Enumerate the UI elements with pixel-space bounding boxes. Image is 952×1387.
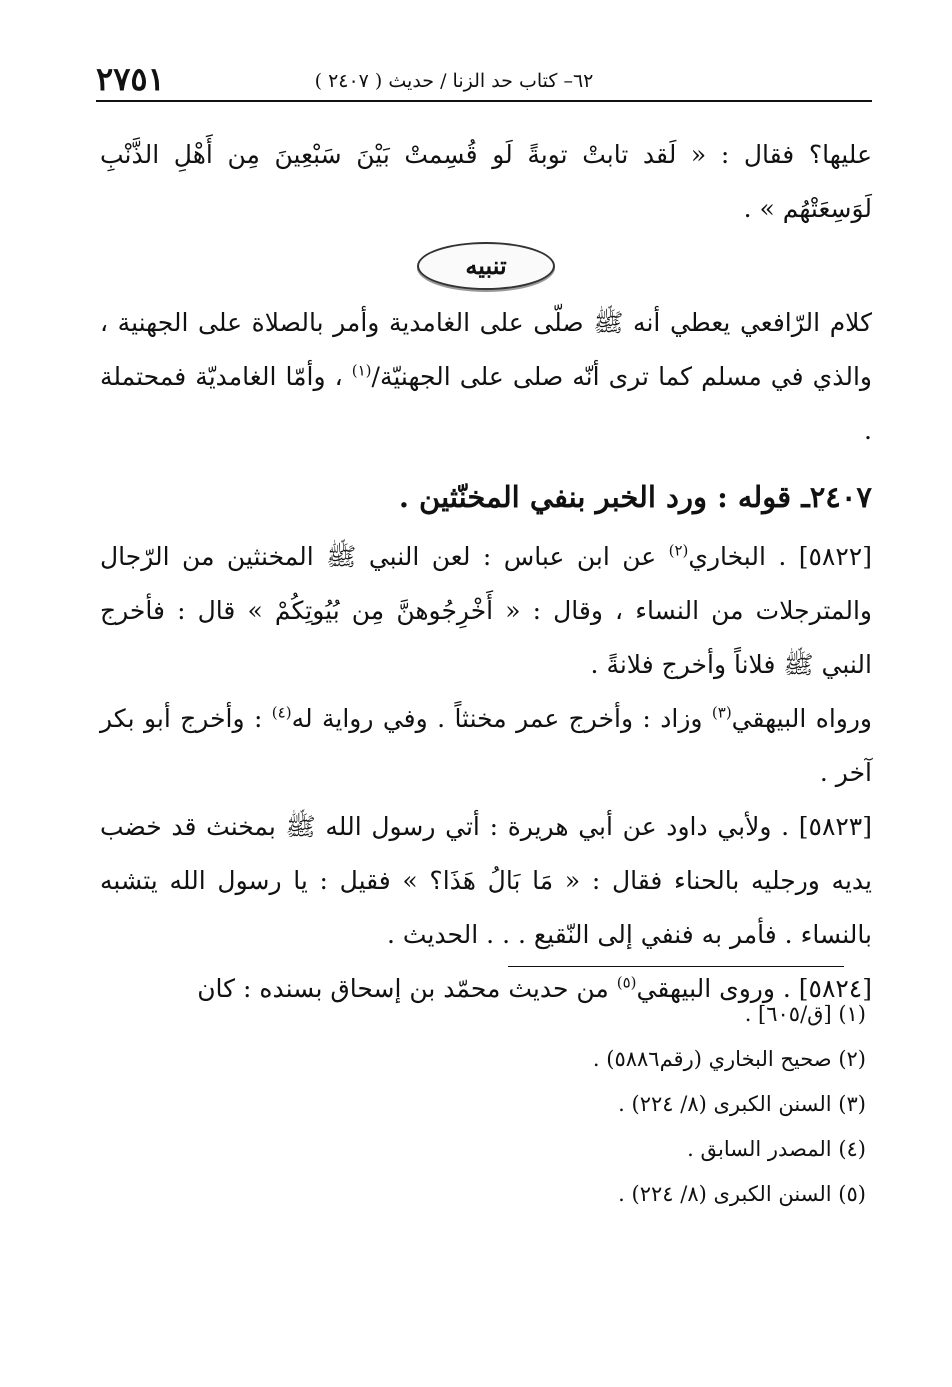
paragraph-4-text-end: : وأخرج أبو بكر آخر . (100, 704, 872, 787)
paragraph-2-text-end: ، وأمّا الغامديّة فمحتملة . (100, 362, 872, 445)
paragraph-6-text-end: من حديث محمّد بن إسحاق بسنده : كان (197, 974, 617, 1003)
footnotes-list (200, 992, 866, 1217)
paragraph-3-text: [٥٨٢٢] . البخاري (688, 542, 872, 571)
paragraph-4-text-mid: وزاد : وأخرج عمر مخنثاً . وفي رواية له (291, 704, 712, 733)
footnote-item: (٣) السنن الكبرى (٨/ ٢٢٤) . (618, 1092, 866, 1116)
paragraph-2 (100, 296, 872, 458)
footnote-item: (٥) السنن الكبرى (٨/ ٢٢٤) . (618, 1182, 866, 1206)
paragraph-4-text: ورواه البيهقي (731, 704, 872, 733)
paragraph-4 (100, 692, 872, 800)
footnote-item: (٢) صحيح البخاري (رقم٥٨٨٦) . (592, 1047, 866, 1071)
footnote-item: (١) [ق/٦٠٥] . (744, 1002, 866, 1026)
footnote-separator (508, 966, 844, 967)
section-heading: ٢٤٠٧ـ قوله : ورد الخبر بنفي المخنّثين . (398, 480, 872, 514)
paragraph-3-text-end: عن ابن عباس : لعن النبي ﷺ المخنثين من الرّجال والمترجلات من النساء ، وقال : « أَخْرِجُوهنَّ مِن بُيُوتِكُمْ » قال : فأخرج النبي ﷺ فلاناً وأخرج فلانةً . (100, 542, 872, 679)
footnote-item: (٤) المصدر السابق . (687, 1137, 866, 1161)
page-header (96, 56, 872, 102)
paragraph-6-text: [٥٨٢٤] . وروى البيهقي (636, 974, 872, 1003)
paragraph-5: [٥٨٢٣] . ولأبي داود عن أبي هريرة : أتي رسول الله ﷺ بمخنث قد خضب يديه ورجليه بالحناء فقال : « مَا بَالُ هَذَا؟ » فقيل : يا رسول الله يتشبه بالنساء . فأمر به فنفي إلى النّقيع . . . الحديث . (100, 812, 872, 949)
paragraph-1: عليها؟ فقال : « لَقد تابتْ توبةً لَو قُسِمتْ بَيْنَ سَبْعِينَ مِن أَهْلِ الذَّنْبِ لَوَسِعَتْهُم » . (100, 140, 872, 223)
page-number: ٢٧٥١ (96, 60, 165, 98)
tanbih-label: تنبيه (417, 242, 555, 290)
main-text (100, 128, 872, 1016)
footnote-ref-3: (٣) (711, 703, 732, 722)
footnote-ref-1: (١) (351, 361, 372, 380)
footnote-ref-5: (٥) (616, 973, 637, 992)
paragraph-3 (100, 530, 872, 692)
paragraph-2-text: كلام الرّافعي يعطي أنه ﷺ صلّى على الغامدية وأمر بالصلاة على الجهنية ، والذي في مسلم كما ترى أنّه صلى على الجهنيّة/ (100, 308, 872, 391)
running-head: ٦٢– كتاب حد الزنا / حديث ( ٢٤٠٧ ) (314, 70, 594, 92)
footnote-ref-2: (٢) (668, 541, 689, 560)
footnote-ref-4: (٤) (271, 703, 292, 722)
tanbih-ornament (100, 236, 872, 296)
